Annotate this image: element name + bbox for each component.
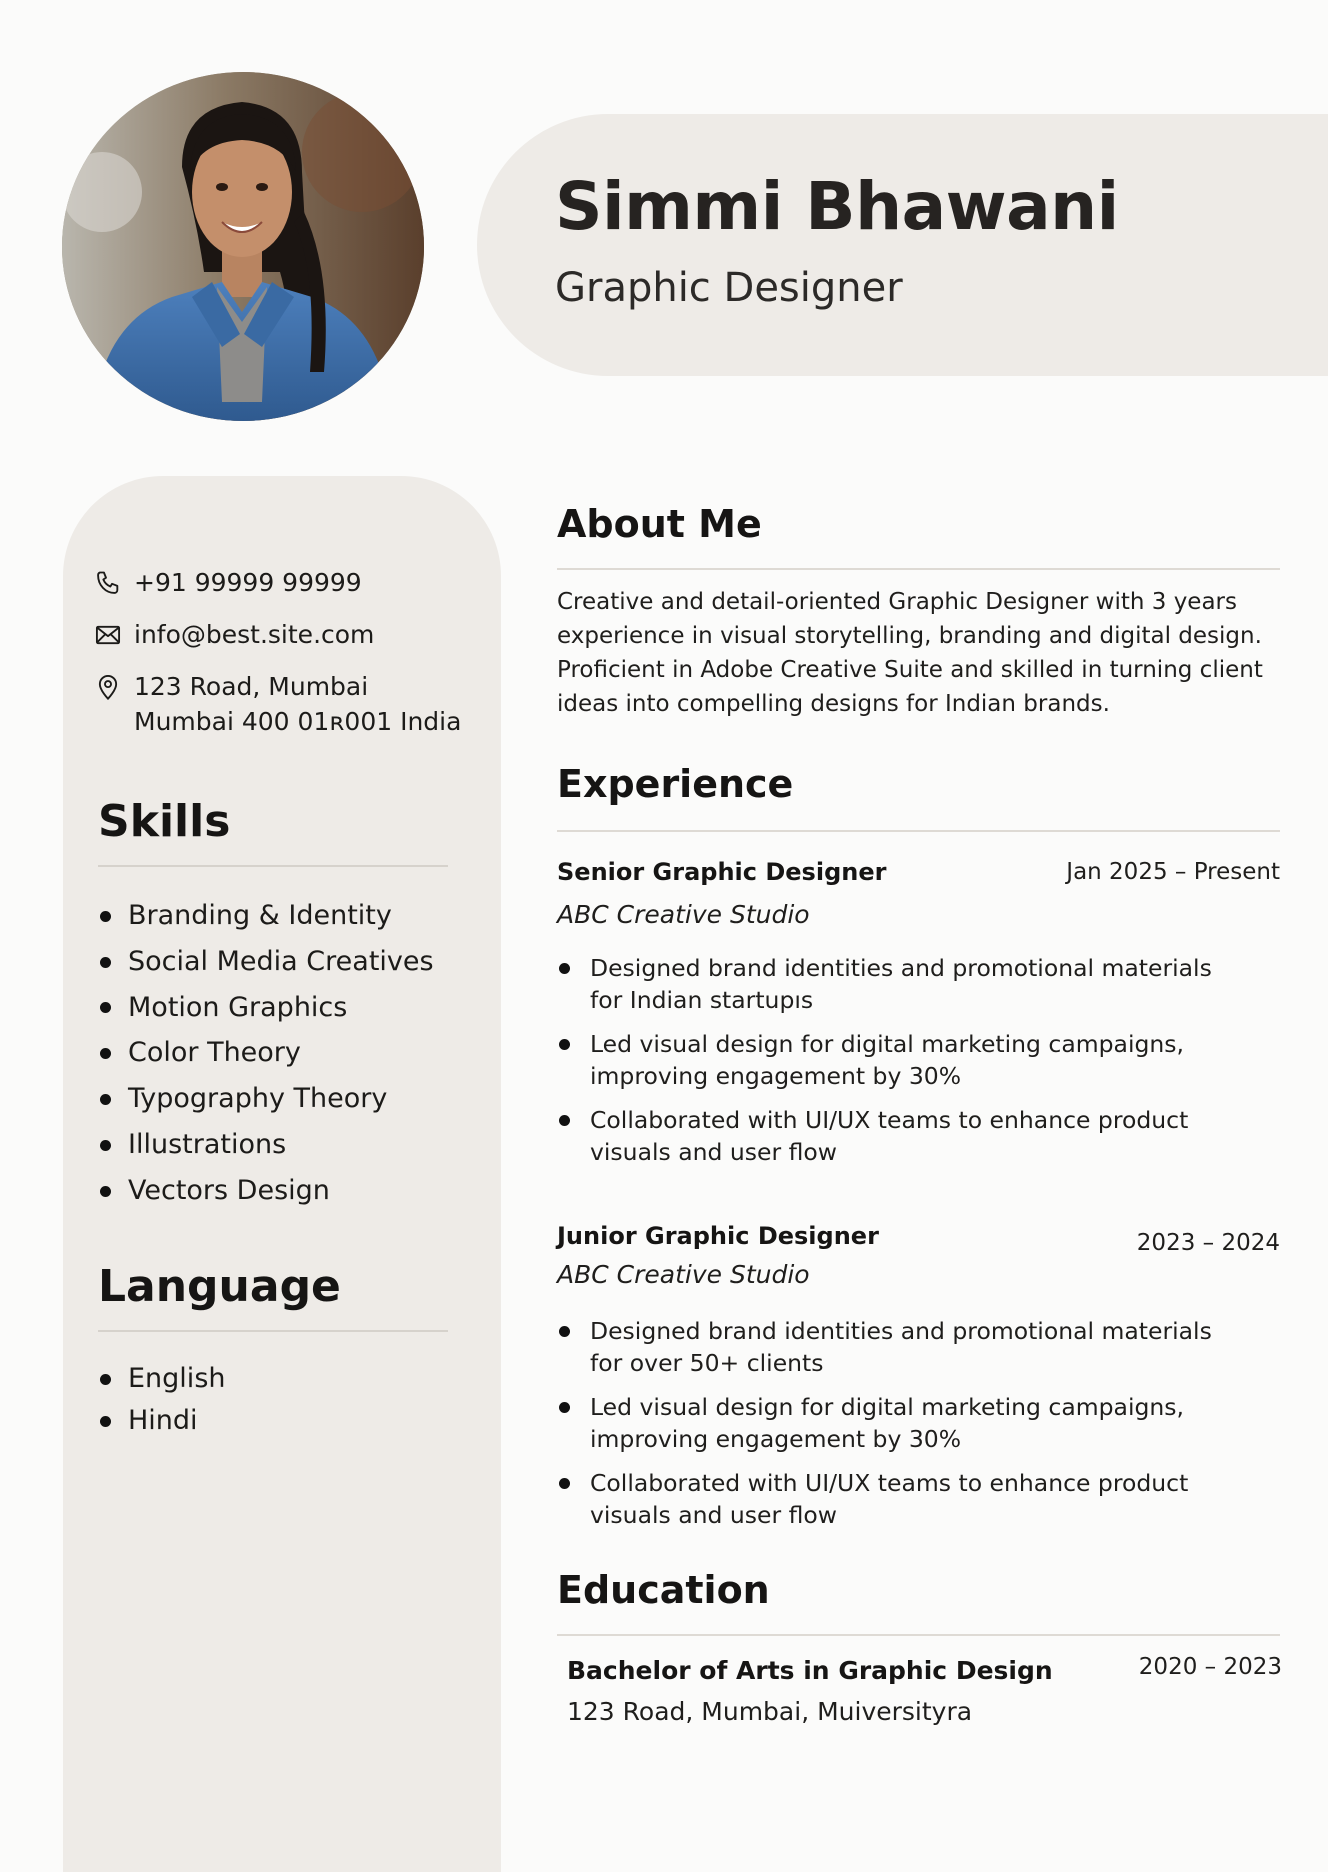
skill-item: Branding & Identity: [98, 893, 434, 939]
job-dates: Jan 2025 – Present: [1066, 859, 1280, 885]
skills-heading: Skills: [98, 796, 231, 847]
education-school: 123 Road, Mumbai, Muiversityra: [567, 1697, 973, 1726]
skill-item: Illustrations: [98, 1122, 434, 1168]
bullet-line: for over 50+ clients: [590, 1349, 824, 1377]
job-bullets: [557, 1315, 1257, 1543]
education-divider: [557, 1634, 1280, 1636]
contact-email[interactable]: [94, 617, 494, 652]
phone-text: +91 99999 99999: [134, 568, 362, 597]
phone-icon: [94, 565, 124, 600]
language-heading: Language: [98, 1261, 341, 1312]
education-degree: Bachelor of Arts in Graphic Design: [567, 1656, 1053, 1685]
contact-address: [94, 669, 494, 739]
bullet-line: Led visual design for digital marketing campaigns,: [590, 1393, 1185, 1421]
candidate-name: Simmi Bhawani: [555, 168, 1119, 245]
skill-item: Color Theory: [98, 1030, 434, 1076]
about-divider: [557, 568, 1280, 570]
email-text: info@best.site.com: [134, 620, 375, 649]
bullet-line: for Indian startupıs: [590, 986, 814, 1014]
about-line: Proficient in Adobe Creative Suite and skilled in turning client: [557, 657, 1263, 683]
experience-heading: Experience: [557, 762, 794, 806]
address-line-2: Mumbai 400 01ʀ001 India: [134, 707, 462, 736]
contact-phone[interactable]: [94, 565, 494, 600]
skill-item: Typography Theory: [98, 1076, 434, 1122]
job-bullet: [557, 1391, 1257, 1455]
about-heading: About Me: [557, 502, 762, 546]
job-title: Junior Graphic Designer: [557, 1222, 879, 1250]
job-bullet: [557, 1028, 1257, 1092]
education-dates: 2020 – 2023: [1138, 1654, 1282, 1680]
job-bullet: [557, 1467, 1257, 1531]
company-name: ABC Creative Studio: [557, 900, 810, 929]
skill-item: Vectors Design: [98, 1168, 434, 1214]
skills-divider: [98, 865, 448, 867]
profile-photo: [62, 72, 424, 421]
job-bullet: [557, 1104, 1257, 1168]
job-bullets: [557, 952, 1257, 1180]
about-line: ideas into compelling designs for Indian brands.: [557, 691, 1110, 717]
candidate-title: Graphic Designer: [555, 265, 903, 311]
language-item: Hindi: [98, 1400, 226, 1442]
skill-item: Social Media Creatives: [98, 939, 434, 985]
education-heading: Education: [557, 1568, 770, 1612]
skills-list: [98, 893, 434, 1214]
bullet-line: Collaborated with UI/UX teams to enhance product: [590, 1469, 1189, 1497]
language-item: English: [98, 1358, 226, 1400]
bullet-line: visuals and user flow: [590, 1138, 838, 1166]
job-bullet: [557, 1315, 1257, 1379]
bullet-line: improving engagement by 30%: [590, 1062, 962, 1090]
address-text: [134, 669, 461, 739]
bullet-line: Designed brand identities and promotional materials: [590, 954, 1212, 982]
company-name: ABC Creative Studio: [557, 1260, 810, 1289]
bullet-line: Collaborated with UI/UX teams to enhance product: [590, 1106, 1189, 1134]
bullet-line: visuals and user flow: [590, 1501, 838, 1529]
name-banner: [477, 114, 1328, 376]
bullet-line: Designed brand identities and promotional materials: [590, 1317, 1212, 1345]
experience-divider: [557, 830, 1280, 832]
contact-block: [94, 565, 494, 756]
job-bullet: [557, 952, 1257, 1016]
about-line: experience in visual storytelling, branding and digital design.: [557, 623, 1262, 649]
language-divider: [98, 1330, 448, 1332]
language-list: [98, 1358, 226, 1442]
bullet-line: improving engagement by 30%: [590, 1425, 962, 1453]
location-pin-icon: [94, 669, 124, 704]
address-line-1: 123 Road, Mumbai: [134, 672, 369, 701]
job-title: Senior Graphic Designer: [557, 858, 887, 886]
about-line: Creative and detail-oriented Graphic Designer with 3 years: [557, 589, 1237, 615]
bullet-line: Led visual design for digital marketing campaigns,: [590, 1030, 1185, 1058]
mail-icon: [94, 617, 124, 652]
about-text: [557, 585, 1287, 721]
job-dates: 2023 – 2024: [1136, 1230, 1280, 1256]
skill-item: Motion Graphics: [98, 985, 434, 1031]
